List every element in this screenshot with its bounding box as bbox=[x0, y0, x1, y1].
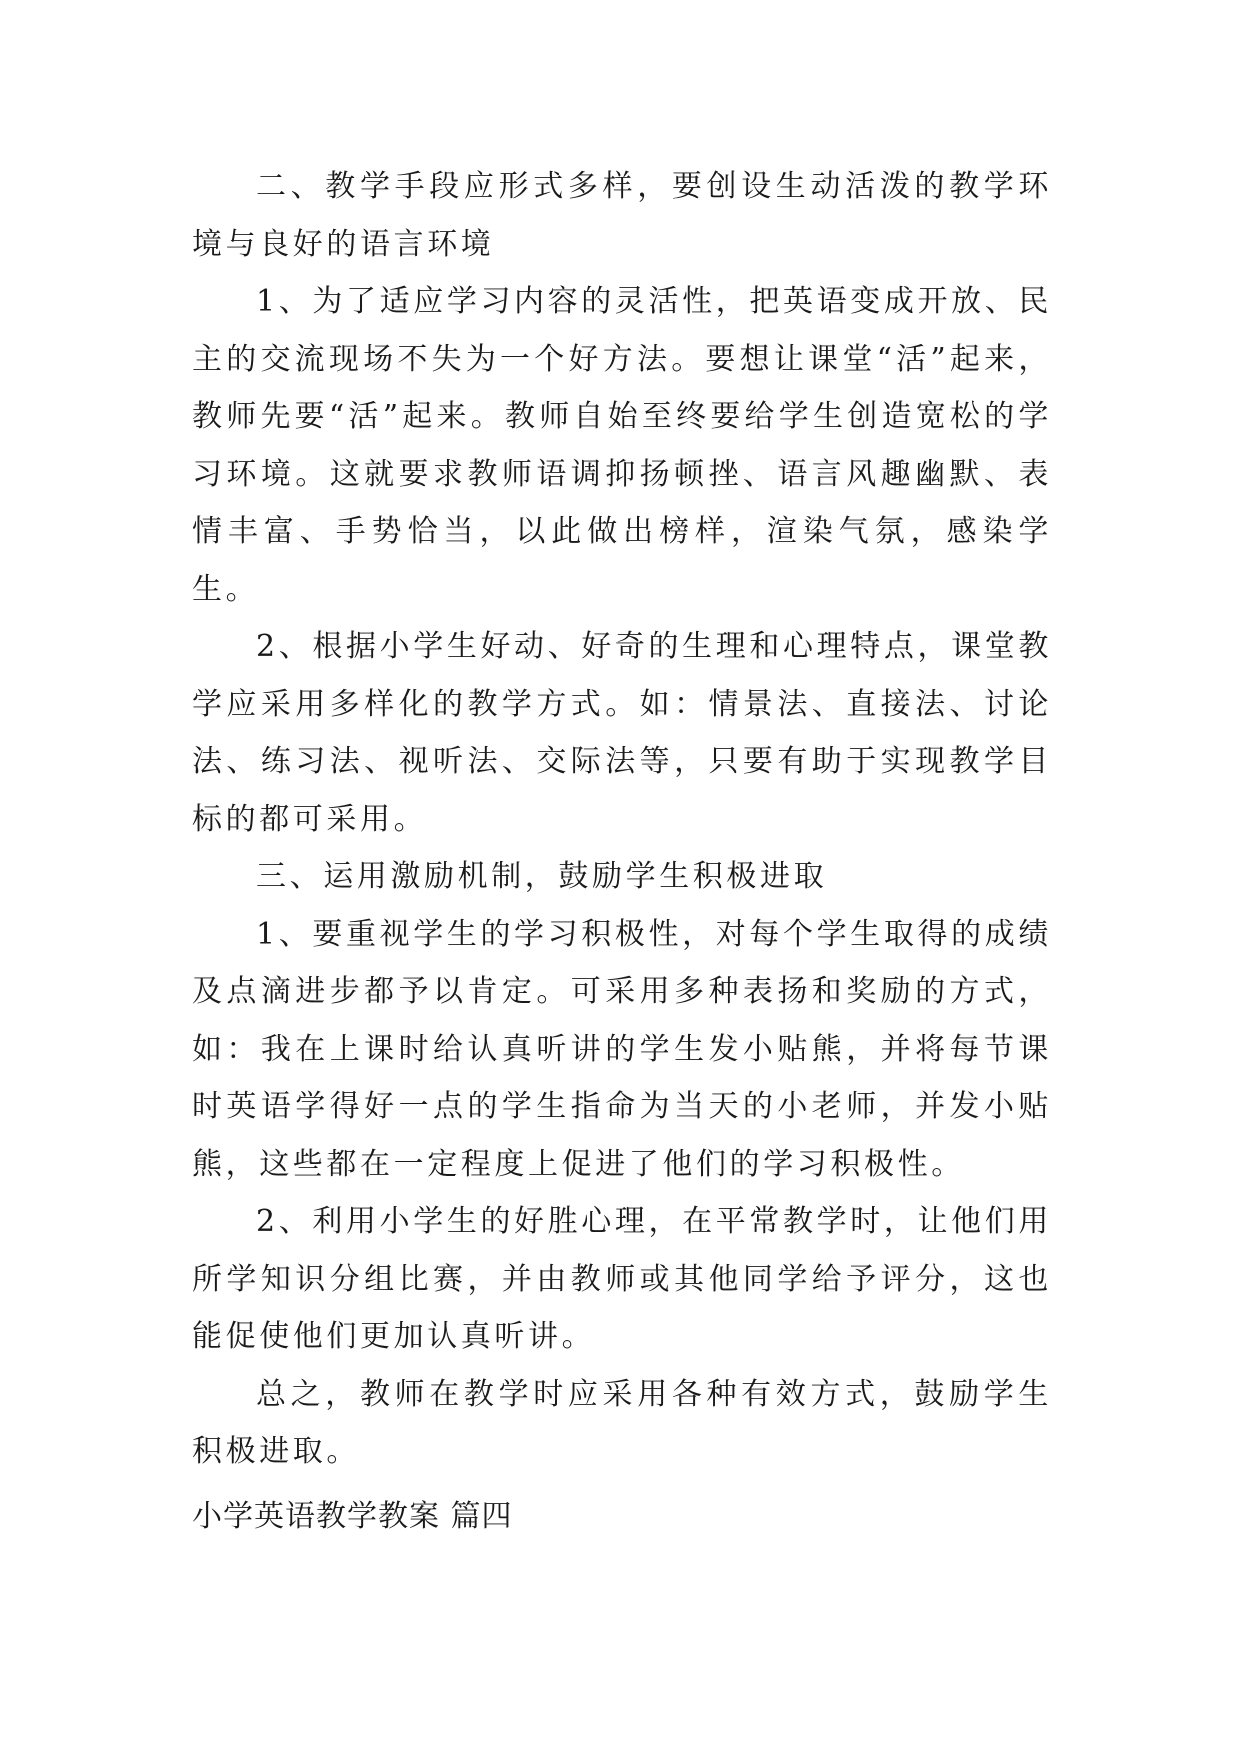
section-title: 小学英语教学教案 篇四 bbox=[192, 1499, 513, 1534]
paragraph-item-1: 1、为了适应学习内容的灵活性，把英语变成开放、民主的交流现场不失为一个好方法。要想让课堂“活”起来，教师先要“活”起来。教师自始至终要给学生创造宽松的学习环境。这就要求教师语调抑扬顿挫、语言风趣幽默、表情丰富、手势恰当，以此做出榜样，渲染气氛，感染学生。 bbox=[192, 284, 1052, 607]
paragraph-conclusion: 总之，教师在教学时应采用各种有效方式，鼓励学生积极进取。 bbox=[192, 1376, 1052, 1469]
paragraph-item-2: 2、根据小学生好动、好奇的生理和心理特点，课堂教学应采用多样化的教学方式。如：情景法、直接法、讨论法、练习法、视听法、交际法等，只要有助于实现教学目标的都可采用。 bbox=[192, 629, 1052, 837]
paragraph-item-2-b: 2、利用小学生的好胜心理，在平常教学时，让他们用所学知识分组比赛，并由教师或其他同学给予评分，这也能促使他们更加认真听讲。 bbox=[192, 1204, 1052, 1354]
paragraph-heading-three: 三、运用激励机制，鼓励学生积极进取 bbox=[256, 859, 828, 894]
paragraph-heading-two: 二、教学手段应形式多样，要创设生动活泼的教学环境与良好的语言环境 bbox=[192, 169, 1052, 262]
document-body bbox=[192, 158, 1052, 1481]
paragraph-item-1-b: 1、要重视学生的学习积极性，对每个学生取得的成绩及点滴进步都予以肯定。可采用多种表扬和奖励的方式，如：我在上课时给认真听讲的学生发小贴熊，并将每节课时英语学得好一点的学生指命为当天的小老师，并发小贴熊，这些都在一定程度上促进了他们的学习积极性。 bbox=[192, 916, 1052, 1182]
